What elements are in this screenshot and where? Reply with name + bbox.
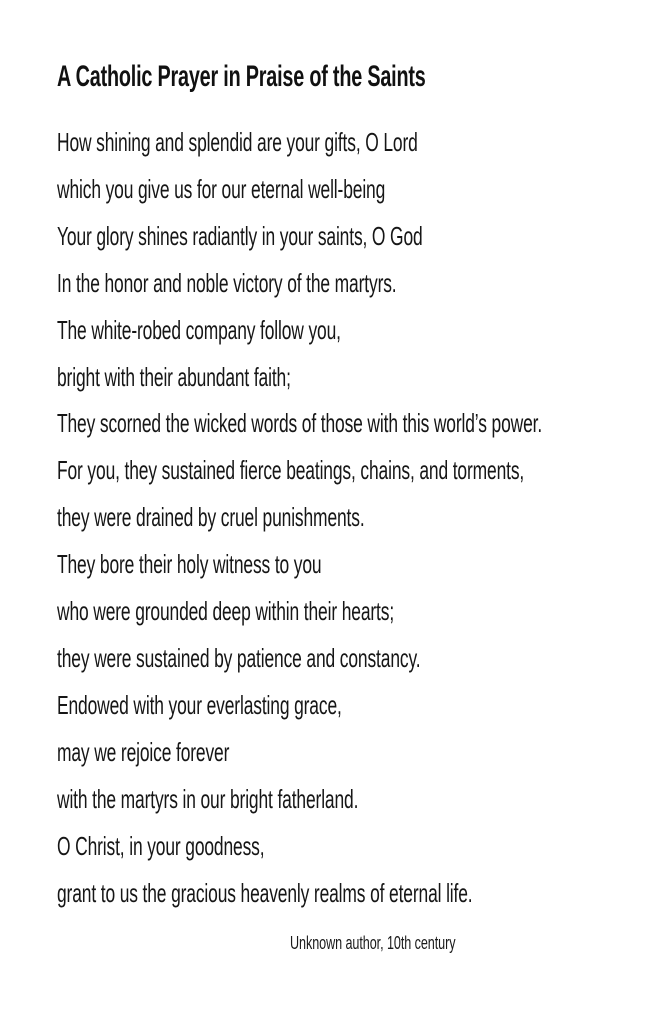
poem-line: with the martyrs in our bright fatherland. xyxy=(57,783,359,814)
poem-body xyxy=(57,119,663,916)
poem-line: O Christ, in your goodness, xyxy=(57,830,265,861)
poem-line: Your glory shines radiantly in your saints, O God xyxy=(57,220,423,251)
poem-line: Endowed with your everlasting grace, xyxy=(57,689,342,720)
poem-line: may we rejoice forever xyxy=(57,736,230,767)
poem-line: They bore their holy witness to you xyxy=(57,549,322,580)
poem-line: they were drained by cruel punishments. xyxy=(57,502,365,533)
poem-line: they were sustained by patience and constancy. xyxy=(57,642,421,673)
page-title: A Catholic Prayer in Praise of the Saints xyxy=(57,60,426,93)
poem-line: For you, they sustained fierce beatings, chains, and torments, xyxy=(57,455,525,486)
poem-line: bright with their abundant faith; xyxy=(57,361,291,392)
poem-line: who were grounded deep within their hearts; xyxy=(57,596,395,627)
poem-line: which you give us for our eternal well-being xyxy=(57,173,386,204)
poem-line: grant to us the gracious heavenly realms of eternal life. xyxy=(57,877,473,908)
attribution: Unknown author, 10th century xyxy=(290,933,456,953)
poem-line: In the honor and noble victory of the martyrs. xyxy=(57,267,397,298)
poem-line: The white-robed company follow you, xyxy=(57,314,341,345)
poem-line: They scorned the wicked words of those with this world’s power. xyxy=(57,408,543,439)
poem-line: How shining and splendid are your gifts, O Lord xyxy=(57,127,418,157)
